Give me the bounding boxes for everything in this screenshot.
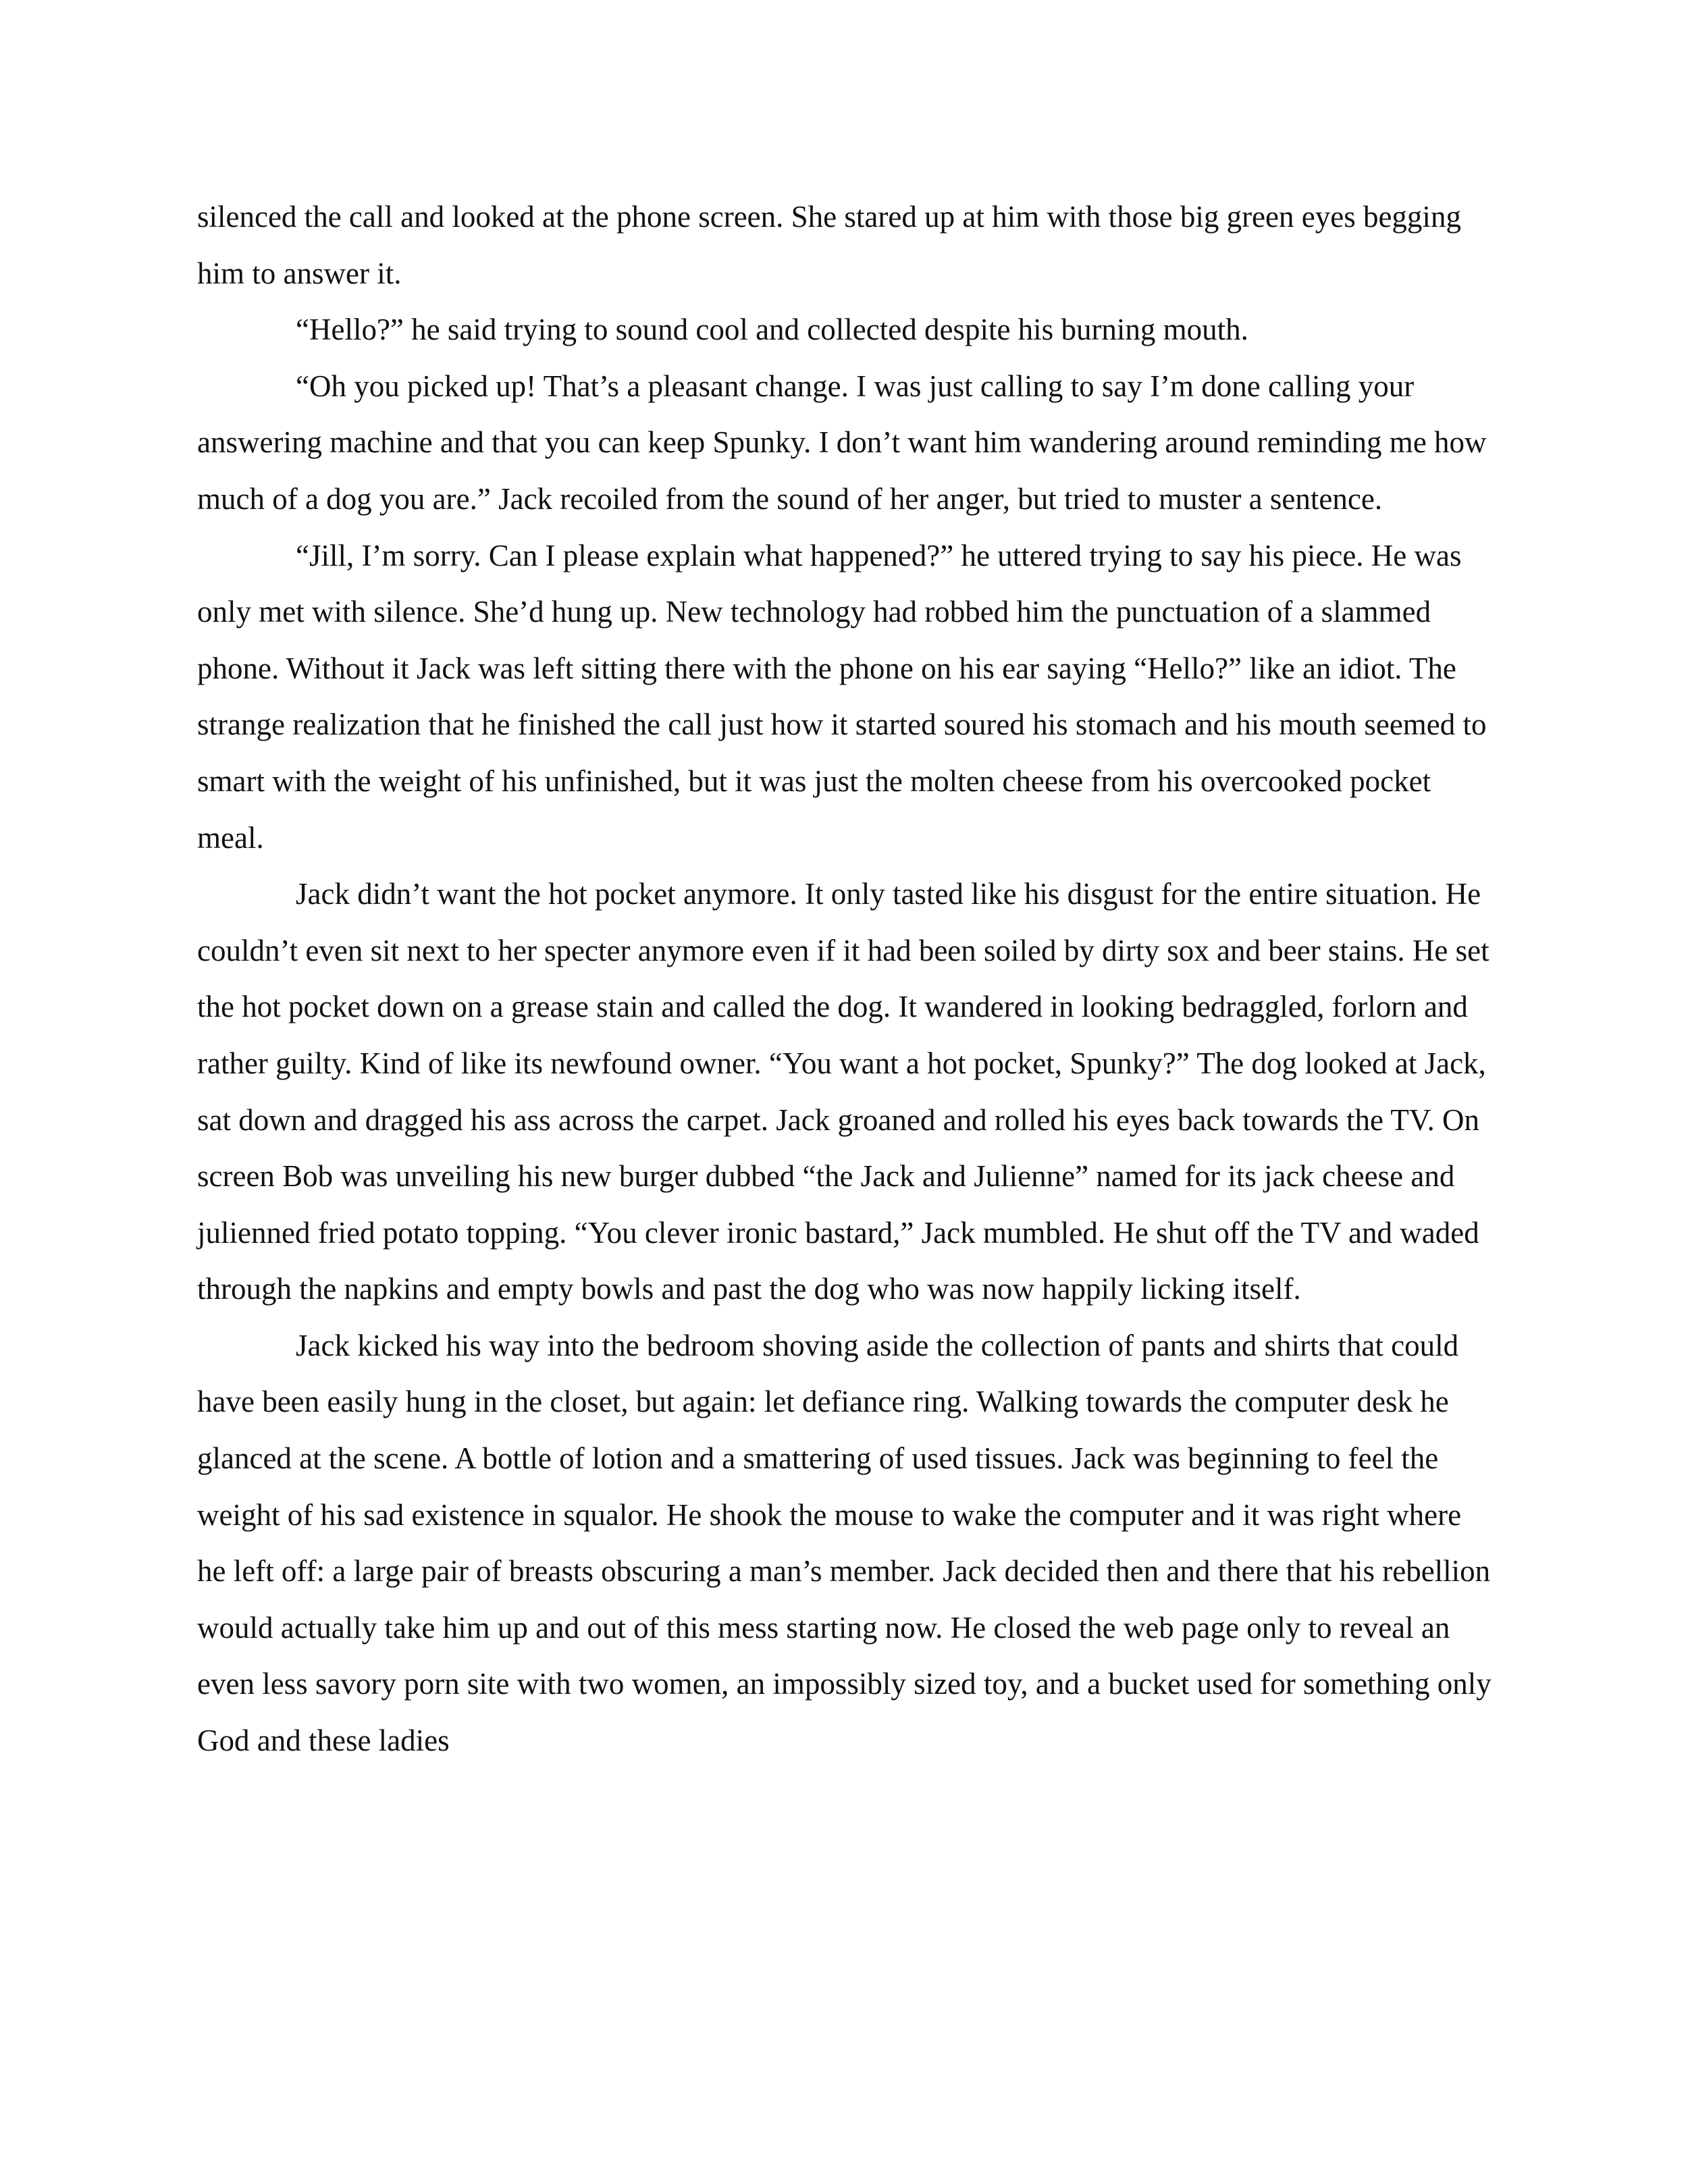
document-page [197,189,1494,1769]
paragraph-1: silenced the call and looked at the phone screen. She stared up at him with those big green eyes begging him to answer it. [197,200,1461,290]
paragraph-3: “Oh you picked up! That’s a pleasant change. I was just calling to say I’m done calling your answering machine and that you can keep Spunky. I don’t want him wandering around reminding me how much of a dog you are.” Jack recoiled from the sound of her anger, but tried to muster a sentence. [197,369,1487,516]
paragraph-4: “Jill, I’m sorry. Can I please explain what happened?” he uttered trying to say his piece. He was only met with silence. She’d hung up. New technology had robbed him the punctuation of a slammed phone. Without it Jack was left sitting there with the phone on his ear saying “Hello?” like an idiot. The strange realization that he finished the call just how it started soured his stomach and his mouth seemed to smart with the weight of his unfinished, but it was just the molten cheese from his overcooked pocket meal. [197,538,1487,855]
paragraph-5: Jack didn’t want the hot pocket anymore. It only tasted like his disgust for the entire situation. He couldn’t even sit next to her specter anymore even if it had been soiled by dirty sox and beer stains. He set the hot pocket down on a grease stain and called the dog. It wandered in looking bedraggled, forlorn and rather guilty. Kind of like its newfound owner. “You want a hot pocket, Spunky?” The dog looked at Jack, sat down and dragged his ass across the carpet. Jack groaned and rolled his eyes back towards the TV. On screen Bob was unveiling his new burger dubbed “the Jack and Julienne” named for its jack cheese and julienned fried potato topping. “You clever ironic bastard,” Jack mumbled. He shut off the TV and waded through the napkins and empty bowls and past the dog who was now happily licking itself. [197,877,1489,1306]
paragraph-6: Jack kicked his way into the bedroom shoving aside the collection of pants and shirts that could have been easily hung in the closet, but again: let defiance ring. Walking towards the computer desk he glanced at the scene. A bottle of lotion and a smattering of used tissues. Jack was beginning to feel the weight of his sad existence in squalor. He shook the mouse to wake the computer and it was right where he left off: a large pair of breasts obscuring a man’s member. Jack decided then and there that his rebellion would actually take him up and out of this mess starting now. He closed the web page only to reveal an even less savory porn site with two women, an impossibly sized toy, and a bucket used for something only God and these ladies [197,1328,1492,1758]
paragraph-2: “Hello?” he said trying to sound cool and collected despite his burning mouth. [296,313,1248,347]
